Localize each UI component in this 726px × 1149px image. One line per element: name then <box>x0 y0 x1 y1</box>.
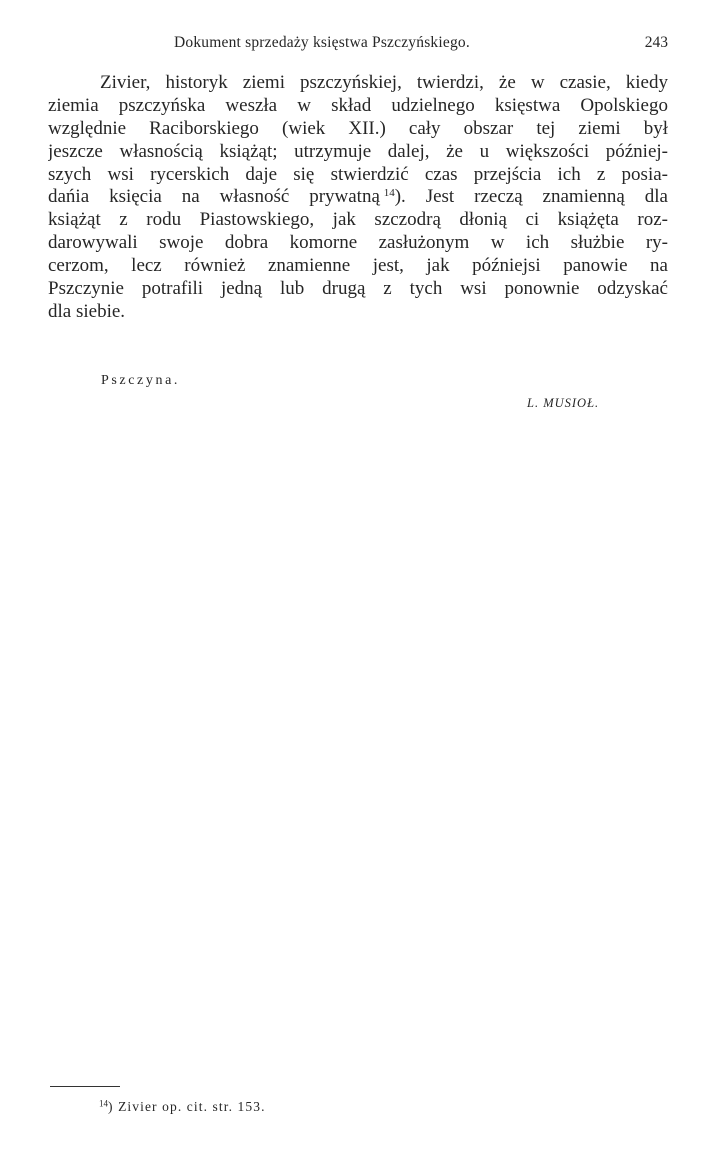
text-line: Pszczynie potrafili jedną lub drugą z tych wsi ponownie odzyskać <box>48 278 668 300</box>
place-name: Pszczyna. <box>101 373 180 388</box>
text-line-with-footnote <box>48 186 668 209</box>
text-line: Zivier, historyk ziemi pszczyńskiej, twierdzi, że w czasie, kiedy <box>100 72 668 93</box>
text-line: cerzom, lecz również znamienne jest, jak późniejsi panowie na <box>48 255 668 277</box>
running-head <box>48 34 668 54</box>
footnote-divider <box>50 1086 120 1087</box>
footnote-text: ) Zivier op. cit. str. 153. <box>108 1099 266 1114</box>
text-line: dla siebie. <box>48 300 126 322</box>
text-line: książąt z rodu Piastowskiego, jak szczodrą dłonią ci książęta roz- <box>48 209 668 231</box>
text-segment: dańia księcia na własność prywatną <box>48 186 380 208</box>
text-line: ziemia pszczyńska weszła w skład udzielnego księstwa Opolskiego <box>48 94 668 116</box>
body-paragraph <box>48 72 668 324</box>
footnote <box>99 1099 266 1115</box>
running-title: Dokument sprzedaży księstwa Pszczyńskiego. <box>174 34 470 51</box>
page-number: 243 <box>644 34 668 51</box>
footnote-number: 14 <box>99 1098 108 1109</box>
text-line: szych wsi rycerskich daje się stwierdzić czas przejścia ich z posia- <box>48 163 668 185</box>
author-signature: L. MUSIOŁ. <box>527 396 600 410</box>
text-segment: ). Jest rzeczą znamienną dla <box>394 186 668 208</box>
text-line: darowywali swoje dobra komorne zasłużonym w ich służbie ry- <box>48 232 668 254</box>
text-line: względnie Raciborskiego (wiek XII.) cały obszar tej ziemi był <box>48 117 668 139</box>
text-line: jeszcze własnością książąt; utrzymuje dalej, że u większości później- <box>48 140 668 162</box>
footnote-reference: 14 <box>383 187 395 200</box>
